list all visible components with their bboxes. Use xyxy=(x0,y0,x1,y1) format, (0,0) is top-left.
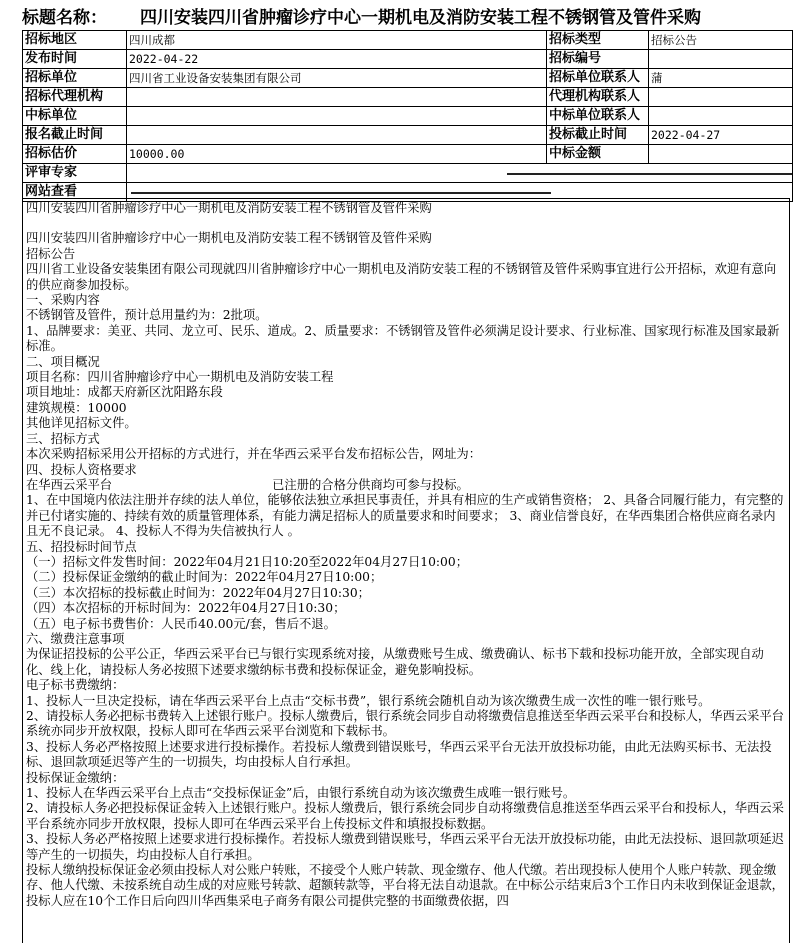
publish-label: 发布时间 xyxy=(23,50,127,69)
table-row xyxy=(23,50,793,69)
notice-label: 招标公告 xyxy=(26,246,76,261)
redaction-bar xyxy=(131,192,551,194)
paragraph: 电子标书费缴纳： xyxy=(26,678,125,693)
unit-contact-value: 蒲 xyxy=(649,69,793,88)
table-row xyxy=(23,107,793,126)
table-row xyxy=(23,145,793,164)
section-heading: 四、投标人资格要求 xyxy=(26,462,137,477)
agency-contact-label: 代理机构联系人 xyxy=(547,88,649,107)
title-label: 标题名称： xyxy=(22,8,107,28)
paragraph: 建筑规模：10000 xyxy=(26,400,127,415)
bid-deadline-label: 投标截止时间 xyxy=(547,126,649,145)
paragraph: 项目名称：四川省肿瘤诊疗中心一期机电及消防安装工程 xyxy=(26,370,334,385)
table-row xyxy=(23,31,793,50)
paragraph: 不锈钢管及管件，预计总用量约为：2批项。 xyxy=(26,308,268,323)
paragraph: 其他详见招标文件。 xyxy=(26,416,137,431)
winner-label: 中标单位 xyxy=(23,107,127,126)
paragraph: 项目地址：成都天府新区沈阳路东段 xyxy=(26,385,223,400)
agency-contact-value xyxy=(649,88,793,107)
number-label: 招标编号 xyxy=(547,50,649,69)
table-row xyxy=(23,69,793,88)
section-heading: 一、采购内容 xyxy=(26,293,100,308)
paragraph: （四）本次招标的开标时间为：2022年04月27日10:30； xyxy=(26,601,346,616)
unit-value: 四川省工业设备安装集团有限公司 xyxy=(127,69,547,88)
winner-contact-value xyxy=(649,107,793,126)
paragraph: 2、请投标人务必把标书费转入上述银行账户。投标人缴费后，银行系统会同步自动将缴费信息推送至华西云采平台和投标人，华西云采平台系统亦同步开放权限，投标人即可在华西云采平台浏览和下载标书。 xyxy=(26,709,784,739)
paragraph: 1、品牌要求：美亚、共同、龙立可、民乐、道成。2、质量要求：不锈钢管及管件必须满足设计要求、行业标准、国家现行标准及国家最新标准。 xyxy=(26,323,780,354)
winner-value xyxy=(127,107,547,126)
paragraph: 本次采购招标采用公开招标的方式进行，并在华西云采平台发布招标公告，网址为： xyxy=(26,447,481,462)
content-heading-2: 四川安装四川省肿瘤诊疗中心一期机电及消防安装工程不锈钢管及管件采购 xyxy=(26,231,432,246)
paragraph: 为保证招投标的公平公正，华西云采平台已与银行实现系统对接，从缴费账号生成、缴费确认、标书下载和投标功能开放，全部实现自动化、线上化，请投标人务必按照下述要求缴纳标书费和投标保证金，避免影响投标。 xyxy=(26,647,764,677)
region-label: 招标地区 xyxy=(23,31,127,50)
table-row xyxy=(23,164,793,183)
estimate-value: 10000.00 xyxy=(127,145,547,164)
section-heading: 六、缴费注意事项 xyxy=(26,631,125,646)
bid-deadline-value: 2022-04-27 xyxy=(649,126,793,145)
unit-contact-label: 招标单位联系人 xyxy=(547,69,649,88)
type-value: 招标公告 xyxy=(649,31,793,50)
paragraph: 投标人缴纳投标保证金必须由投标人对公账户转账，不接受个人账户转款、现金缴存、他人代缴。若出现投标人使用个人账户转款、现金缴存、他人代缴、未按系统自动生成的对应账号转款、超额转款等，平台将无法自动退款。在中标公示结束后3个工作日内未收到保证金退款，投标人应在10个工作日后向四川华西集采电子商务有限公司提供完整的书面缴费依据，四 xyxy=(26,863,784,908)
signup-deadline-value xyxy=(127,126,547,145)
amount-value xyxy=(649,145,793,164)
paragraph: （三）本次招标的投标截止时间为：2022年04月27日10:30； xyxy=(26,585,370,600)
notice-content xyxy=(22,198,790,943)
title-text: 四川安装四川省肿瘤诊疗中心一期机电及消防安装工程不锈钢管及管件采购 xyxy=(140,8,701,28)
paragraph: 1、投标人一旦决定投标，请在华西云采平台上点击“交标书费”，银行系统会随机自动为该次缴费生成一次性的唯一银行账号。 xyxy=(26,693,711,708)
experts-value xyxy=(127,164,793,183)
agency-value xyxy=(127,88,547,107)
paragraph: 3、投标人务必严格按照上述要求进行投标操作。若投标人缴费到错误账号，华西云采平台无法开放投标功能，由此无法投标、退回款项延迟等产生的一切损失，均由投标人自行承担。 xyxy=(26,832,784,862)
table-row xyxy=(23,126,793,145)
paragraph: 在华西云采平台 已注册的合格分供商均可参与投标。 xyxy=(26,477,469,492)
region-value: 四川成都 xyxy=(127,31,547,50)
paragraph: 2、请投标人务必把投标保证金转入上述银行账户。投标人缴费后，银行系统会同步自动将缴费信息推送至华西云采平台和投标人，华西云采平台系统亦同步开放权限，投标人即可在华西云采平台上传投标文件和填报投标数据。 xyxy=(26,801,784,831)
section-heading: 五、招投标时间节点 xyxy=(26,539,137,554)
website-label: 网站查看 xyxy=(23,183,127,202)
paragraph: 3、投标人务必严格按照上述要求进行投标操作。若投标人缴费到错误账号，华西云采平台无法开放投标功能，由此无法购买标书、无法投标、退回款项延迟等产生的一切损失，均由投标人自行承担。 xyxy=(26,739,772,770)
section-heading: 二、项目概况 xyxy=(26,354,100,369)
paragraph: （二）投标保证金缴纳的截止时间为：2022年04月27日10:00； xyxy=(26,570,383,585)
paragraph: （五）电子标书费售价：人民币40.00元/套，售后不退。 xyxy=(26,616,336,631)
page-title xyxy=(22,6,802,30)
section-heading: 三、招标方式 xyxy=(26,431,100,446)
experts-label: 评审专家 xyxy=(23,164,127,183)
amount-label: 中标金额 xyxy=(547,145,649,164)
unit-label: 招标单位 xyxy=(23,69,127,88)
table-row xyxy=(23,88,793,107)
content-heading: 四川安装四川省肿瘤诊疗中心一期机电及消防安装工程不锈钢管及管件采购 xyxy=(26,201,432,215)
winner-contact-label: 中标单位联系人 xyxy=(547,107,649,126)
estimate-label: 招标估价 xyxy=(23,145,127,164)
info-table xyxy=(22,30,793,202)
paragraph: 1、投标人在华西云采平台上点击“交投标保证金”后，由银行系统自动为该次缴费生成唯一银行账号。 xyxy=(26,786,576,801)
signup-deadline-label: 报名截止时间 xyxy=(23,126,127,145)
publish-value: 2022-04-22 xyxy=(127,50,547,69)
paragraph: （一）招标文件发售时间：2022年04月21日10:20至2022年04月27日10:00； xyxy=(26,554,468,569)
redaction-bar xyxy=(507,173,793,175)
paragraph: 1、在中国境内依法注册并存续的法人单位，能够依法独立承担民事责任，并具有相应的生产或销售资格； 2、具备合同履行能力，有完整的并已付诸实施的、持续有效的质量管理体系，有能力满足招标人的质量要求和时间要求； 3、商业信誉良好，在华西集团合格供应商名录内且无不良记录。 4、投标人不得为失信被执行人 。 xyxy=(26,493,784,539)
agency-label: 招标代理机构 xyxy=(23,88,127,107)
paragraph: 投标保证金缴纳： xyxy=(26,770,125,785)
type-label: 招标类型 xyxy=(547,31,649,50)
number-value xyxy=(649,50,793,69)
intro-paragraph: 四川省工业设备安装集团有限公司现就四川省肿瘤诊疗中心一期机电及消防安装工程的不锈钢管及管件采购事宜进行公开招标，欢迎有意向的供应商参加投标。 xyxy=(26,262,777,292)
